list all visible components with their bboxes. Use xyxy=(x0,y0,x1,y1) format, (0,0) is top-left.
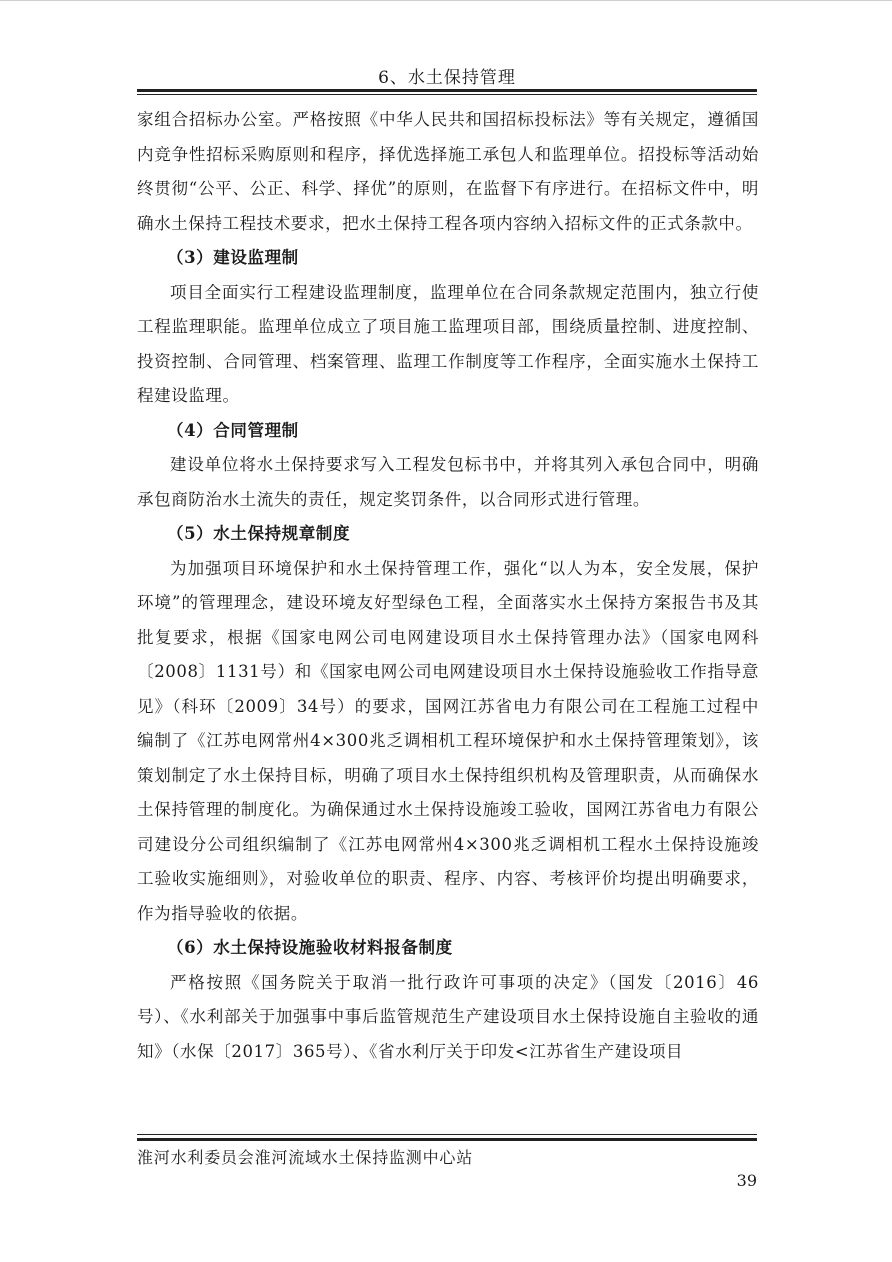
heading-contract-management: （4）合同管理制 xyxy=(167,420,299,440)
footer-rule-thick xyxy=(137,1138,757,1141)
paragraph-bidding: 家组合招标办公室。严格按照《中华人民共和国招标投标法》等有关规定，遵循国内竞争性招标采购原则和程序，择优选择施工承包人和监理单位。招投标等活动始终贯彻“公平、公正、科学、择优”的原则，在监督下有序进行。在招标文件中，明确水土保持工程技术要求，把水土保持工程各项内容纳入招标文件的正式条款中。 xyxy=(137,110,759,233)
paragraph-supervision: 项目全面实行工程建设监理制度，监理单位在合同条款规定范围内，独立行使工程监理职能。监理单位成立了项目施工监理项目部，围绕质量控制、进度控制、投资控制、合同管理、档案管理、监理工作制度等工作程序，全面实施水土保持工程建设监理。 xyxy=(137,282,759,405)
paragraph-regulations: 为加强项目环境保护和水土保持管理工作，强化“以人为本，安全发展，保护环境”的管理理念，建设环境友好型绿色工程，全面落实水土保持方案报告书及其批复要求，根据《国家电网公司电网建设项目水土保持管理办法》（国家电网科〔2008〕1131号）和《国家电网公司电网建设项目水土保持设施验收工作指导意见》（科环〔2009〕34号）的要求，国网江苏省电力有限公司在工程施工过程中编制了《江苏电网常州4×300兆乏调相机工程环境保护和水土保持管理策划》，该策划制定了水土保持目标，明确了项目水土保持组织机构及管理职责，从而确保水土保持管理的制度化。为确保通过水土保持设施竣工验收，国网江苏省电力有限公司建设分公司组织编制了《江苏电网常州4×300兆乏调相机工程水土保持设施竣工验收实施细则》，对验收单位的职责、程序、内容、考核评价均提出明确要求，作为指导验收的依据。 xyxy=(137,558,759,923)
body-text xyxy=(137,103,759,1069)
header-rule-thin xyxy=(137,94,757,95)
heading-supervision-system: （3）建设监理制 xyxy=(167,248,299,267)
paragraph-acceptance-filing: 严格按照《国务院关于取消一批行政许可事项的决定》（国发〔2016〕46号）、《水利部关于加强事中事后监管规范生产建设项目水土保持设施自主验收的通知》（水保〔2017〕365号）、《省水利厅关于印发<江苏省生产建设项目 xyxy=(137,972,759,1061)
footer-organization: 淮河水利委员会淮河流域水土保持监测中心站 xyxy=(137,1148,474,1167)
footer-rule-thin xyxy=(137,1134,757,1135)
heading-regulations: （5）水土保持规章制度 xyxy=(167,524,351,543)
page-number: 39 xyxy=(736,1171,757,1190)
running-header: 6、水土保持管理 xyxy=(378,68,516,88)
header-rule-thick xyxy=(137,89,757,92)
paragraph-contract: 建设单位将水土保持要求写入工程发包标书中，并将其列入承包合同中，明确承包商防治水土流失的责任，规定奖罚条件，以合同形式进行管理。 xyxy=(137,455,759,509)
heading-acceptance-filing: （6）水土保持设施验收材料报备制度 xyxy=(167,938,453,957)
